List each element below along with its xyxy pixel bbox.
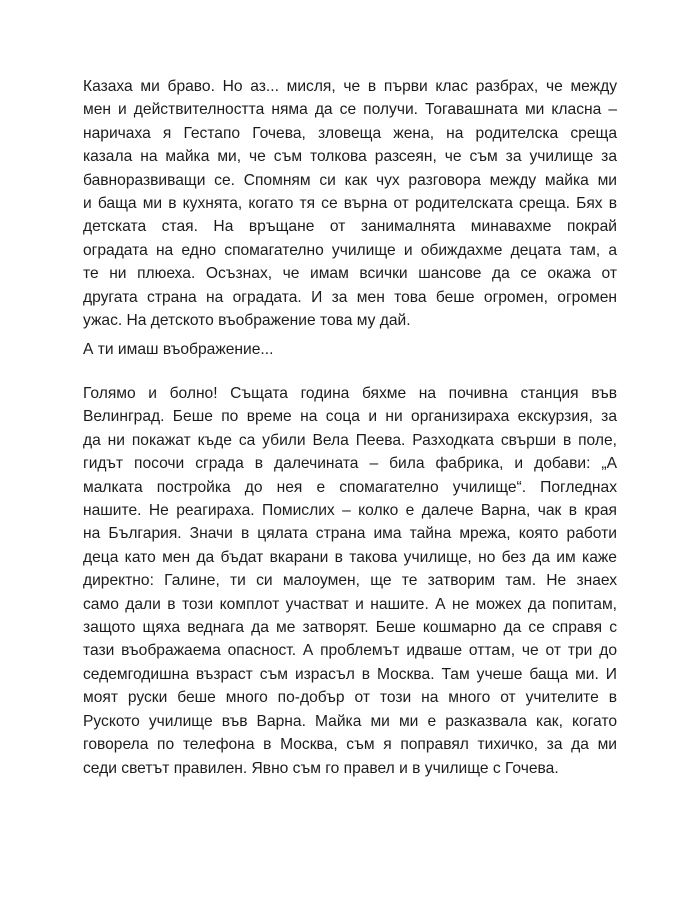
text-line: мен и действителността няма да се получи. Тогавашната ми класна – xyxy=(83,101,617,119)
text-line: на България. Значи в цялата страна има тайна мрежа, която работи xyxy=(83,525,617,543)
text-line: ужас. На детското въображение това му дай. xyxy=(83,312,411,330)
text-line: Голямо и болно! Същата година бяхме на почивна станция във xyxy=(83,385,617,402)
paragraph-question xyxy=(83,338,617,361)
text-line: наричаха я Гестапо Гочева, зловеща жена, на родителска среща xyxy=(83,124,617,142)
text-line: тази въображаема опасност. А проблемът идваше оттам, че от три до xyxy=(83,642,617,660)
text-line: казала на майка ми, че съм толкова разсеян, че съм за училище за xyxy=(83,148,617,166)
text-line: малката постройка до нея е спомагателно училище“. Погледнах xyxy=(83,478,617,496)
text-line: А ти имаш въображение... xyxy=(83,341,274,358)
text-line: бавноразвиващи се. Спомням си как чух разговора между майка ми xyxy=(83,171,617,189)
text-line: защото щяха веднага да ме затворят. Беше кошмарно да се справя с xyxy=(83,619,617,637)
text-line: Велинград. Беше по време на соца и ни организираха екскурзия, за xyxy=(83,408,617,426)
paragraph-velingrad xyxy=(83,382,617,780)
text-line: нашите. Не реагираха. Помислих – колко е далече Варна, чак в края xyxy=(83,502,617,520)
text-line: седи светът правилен. Явно съм го правел и в училище с Гочева. xyxy=(83,759,559,777)
text-line: оградата на едно спомагателно училище и обиждахме децата там, а xyxy=(83,241,617,259)
text-line: директно: Галине, ти си малоумен, ще те затворим там. Не знаех xyxy=(83,572,617,590)
text-line: другата страна на оградата. И за мен това беше огромен, огромен xyxy=(83,288,617,306)
text-line: да ни покажат къде са убили Вела Пеева. Разходката свърши в поле, xyxy=(83,431,617,449)
text-line: деца като мен да бъдат вкарани в такова училище, но без да им каже xyxy=(83,548,617,566)
paragraph-first-grade xyxy=(83,75,617,332)
text-line: и баща ми в кухнята, когато тя се върна от родителската среща. Бях в xyxy=(83,195,617,213)
text-line: Руското училище във Варна. Майка ми ми е разказвала как, когато xyxy=(83,712,617,730)
text-line: седемгодишна възраст съм израсъл в Москва. Там учеше баща ми. И xyxy=(83,665,617,683)
text-line: говорела по телефона в Москва, съм я поправял тихичко, за да ми xyxy=(83,736,617,754)
text-line: само дали в този комплот участват и нашите. А не можех да попитам, xyxy=(83,595,617,613)
text-line: те ни плюеха. Осъзнах, че имам всички шансове да се окажа от xyxy=(83,265,617,283)
text-line: Казаха ми браво. Но аз... мисля, че в първи клас разбрах, че между xyxy=(83,78,617,95)
text-line: детската стая. На връщане от занималнята минавахме покрай xyxy=(83,218,617,236)
text-line: гидът посочи сграда в далечината – била фабрика, и добави: „А xyxy=(83,455,617,473)
text-line: моят руски беше много по-добър от този на много от учителите в xyxy=(83,689,617,707)
